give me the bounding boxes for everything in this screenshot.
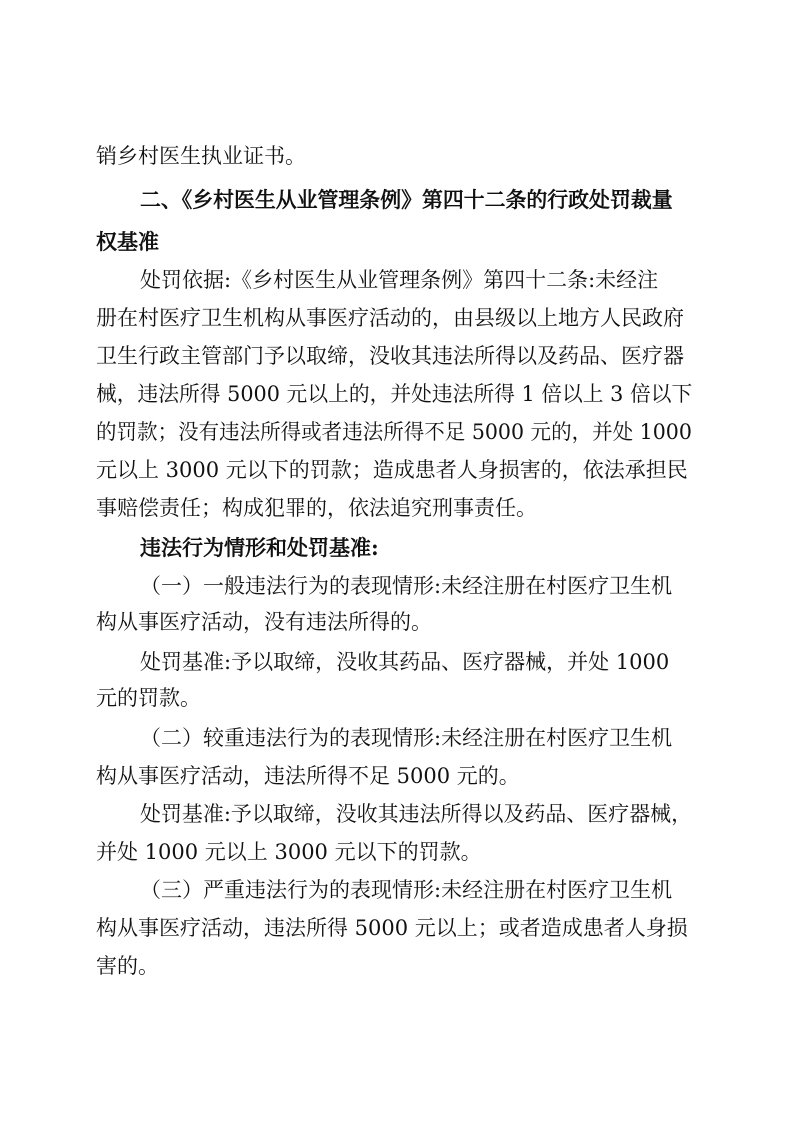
section-heading-continued: 权基准	[96, 229, 159, 254]
paragraph-line: 事赔偿责任；构成犯罪的，依法追究刑事责任。	[96, 496, 537, 520]
paragraph-line: 害的。	[96, 954, 159, 978]
paragraph-line: 并处 1000 元以上 3000 元以下的罚款。	[96, 840, 482, 864]
paragraph-line: 元以上 3000 元以下的罚款；造成患者人身损害的，依法承担民	[96, 458, 688, 482]
paragraph-line: 构从事医疗活动，违法所得不足 5000 元的。	[96, 764, 520, 788]
paragraph-line: 处罚基准:予以取缔，没收其药品、医疗器械，并处 1000	[140, 650, 670, 674]
paragraph-line: 卫生行政主管部门予以取缔，没收其违法所得以及药品、医疗器	[96, 344, 684, 368]
subheading: 违法行为情形和处罚基准:	[140, 535, 379, 560]
paragraph-line: 处罚依据:《乡村医生从业管理条例》第四十二条:未经注	[140, 268, 659, 292]
section-heading: 二、《乡村医生从业管理条例》第四十二条的行政处罚裁量	[140, 187, 673, 212]
paragraph-line: 构从事医疗活动，没有违法所得的。	[96, 610, 432, 634]
paragraph-line: 册在村医疗卫生机构从事医疗活动的，由县级以上地方人民政府	[96, 306, 684, 330]
paragraph-line: 元的罚款。	[96, 686, 201, 710]
paragraph-line: 构从事医疗活动，违法所得 5000 元以上；或者造成患者人身损	[96, 916, 688, 940]
paragraph-line: （三）严重违法行为的表现情形:未经注册在村医疗卫生机	[140, 878, 673, 902]
paragraph-line: 销乡村医生执业证书。	[96, 144, 306, 168]
paragraph-line: （二）较重违法行为的表现情形:未经注册在村医疗卫生机	[140, 726, 673, 750]
paragraph-line: 械，违法所得 5000 元以上的，并处违法所得 1 倍以上 3 倍以下	[96, 382, 693, 406]
paragraph-line: 的罚款；没有违法所得或者违法所得不足 5000 元的，并处 1000	[96, 420, 692, 444]
paragraph-line: 处罚基准:予以取缔，没收其违法所得以及药品、医疗器械，	[140, 802, 693, 826]
paragraph-line: （一）一般违法行为的表现情形:未经注册在村医疗卫生机	[140, 574, 673, 598]
